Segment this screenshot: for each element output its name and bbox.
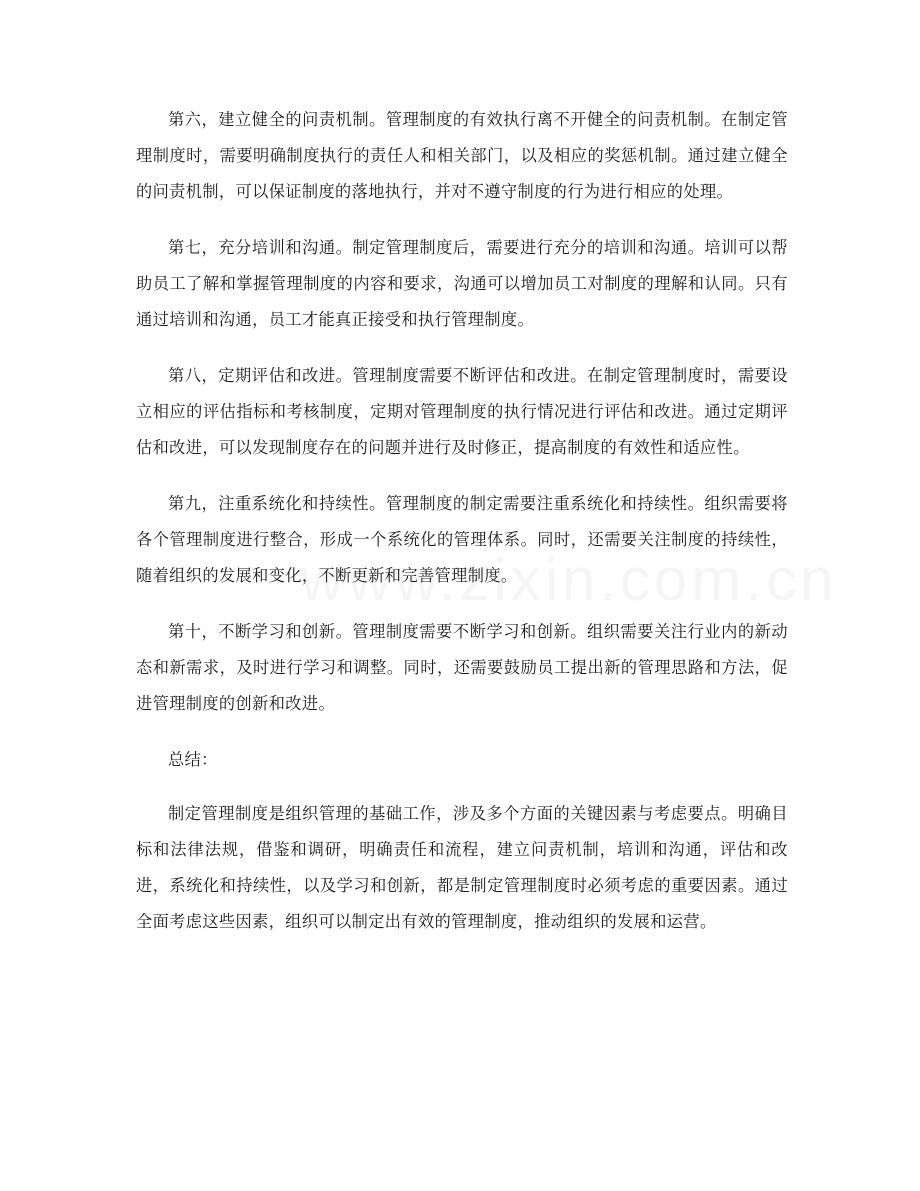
summary-heading: 总结： — [168, 750, 218, 769]
paragraph-tenth: 第十，不断学习和创新。管理制度需要不断学习和创新。组织需要关注行业内的新动态和新需求，及时进行学习和调整。同时，还需要鼓励员工提出新的管理思路和方法，促进管理制度的创新和改进。 — [136, 622, 788, 713]
paragraph-seventh: 第七，充分培训和沟通。制定管理制度后，需要进行充分的培训和沟通。培训可以帮助员工了解和掌握管理制度的内容和要求，沟通可以增加员工对制度的理解和认同。只有通过培训和沟通，员工才能真正接受和执行管理制度。 — [136, 238, 788, 329]
paragraph-eighth: 第八，定期评估和改进。管理制度需要不断评估和改进。在制定管理制度时，需要设立相应的评估指标和考核制度，定期对管理制度的执行情况进行评估和改进。通过定期评估和改进，可以发现制度存在的问题并进行及时修正，提高制度的有效性和适应性。 — [136, 366, 788, 457]
paragraph-sixth: 第六，建立健全的问责机制。管理制度的有效执行离不开健全的问责机制。在制定管理制度时，需要明确制度执行的责任人和相关部门，以及相应的奖惩机制。通过建立健全的问责机制，可以保证制度的落地执行，并对不遵守制度的行为进行相应的处理。 — [136, 110, 788, 201]
document-body — [136, 102, 788, 960]
paragraph-ninth: 第九，注重系统化和持续性。管理制度的制定需要注重系统化和持续性。组织需要将各个管理制度进行整合，形成一个系统化的管理体系。同时，还需要关注制度的持续性，随着组织的发展和变化，不断更新和完善管理制度。 — [136, 494, 788, 585]
summary-paragraph: 制定管理制度是组织管理的基础工作，涉及多个方面的关键因素与考虑要点。明确目标和法律法规，借鉴和调研，明确责任和流程，建立问责机制，培训和沟通，评估和改进，系统化和持续性，以及学习和创新，都是制定管理制度时必须考虑的重要因素。通过全面考虑这些因素，组织可以制定出有效的管理制度，推动组织的发展和运营。 — [136, 804, 788, 931]
